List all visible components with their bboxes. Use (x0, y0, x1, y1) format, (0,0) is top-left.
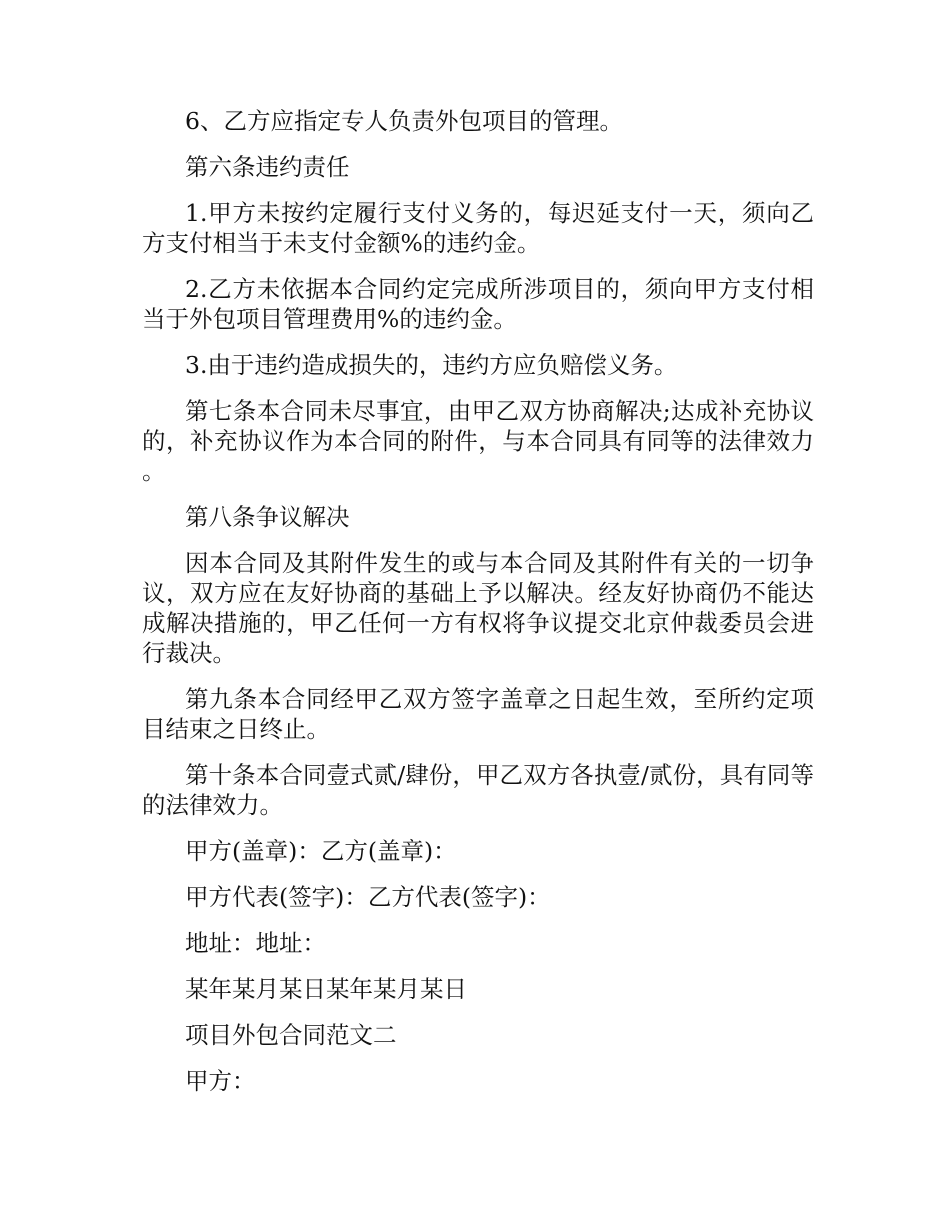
heading-article-6-breach: 第六条违约责任 (185, 153, 350, 181)
signature-date-line: 某年某月某日某年某月某日 (185, 975, 467, 1003)
paragraph-article-7: 第七条本合同未尽事宜，由甲乙双方协商解决;达成补充协议的，补充协议作为本合同的附件，与本合同具有同等的法律效力。 (142, 397, 814, 485)
section-title-sample-two: 项目外包合同范文二 (185, 1021, 397, 1049)
document-body (142, 106, 814, 1112)
signature-address-line: 地址：地址： (185, 929, 326, 957)
paragraph-clause-6-item: 6、乙方应指定专人负责外包项目的管理。 (185, 107, 623, 135)
paragraph-breach-2: 2.乙方未依据本合同约定完成所涉项目的，须向甲方支付相当于外包项目管理费用%的违约金。 (142, 275, 814, 333)
signature-seal-line: 甲方(盖章)：乙方(盖章)： (185, 837, 457, 865)
paragraph-article-10: 第十条本合同壹式贰/肆份，甲乙双方各执壹/贰份，具有同等的法律效力。 (142, 761, 814, 819)
signature-representative-line: 甲方代表(签字)：乙方代表(签字)： (185, 883, 551, 911)
paragraph-article-9: 第九条本合同经甲乙双方签字盖章之日起生效，至所约定项目结束之日终止。 (142, 685, 814, 743)
party-a-line: 甲方： (185, 1067, 256, 1095)
heading-article-8-dispute: 第八条争议解决 (185, 503, 350, 531)
paragraph-breach-1: 1.甲方未按约定履行支付义务的，每迟延支付一天，须向乙方支付相当于未支付金额%的违约金。 (142, 199, 814, 257)
paragraph-breach-3: 3.由于违约造成损失的，违约方应负赔偿义务。 (185, 351, 678, 379)
paragraph-dispute-resolution: 因本合同及其附件发生的或与本合同及其附件有关的一切争议，双方应在友好协商的基础上予以解决。经友好协商仍不能达成解决措施的，甲乙任何一方有权将争议提交北京仲裁委员会进行裁决。 (142, 549, 814, 667)
